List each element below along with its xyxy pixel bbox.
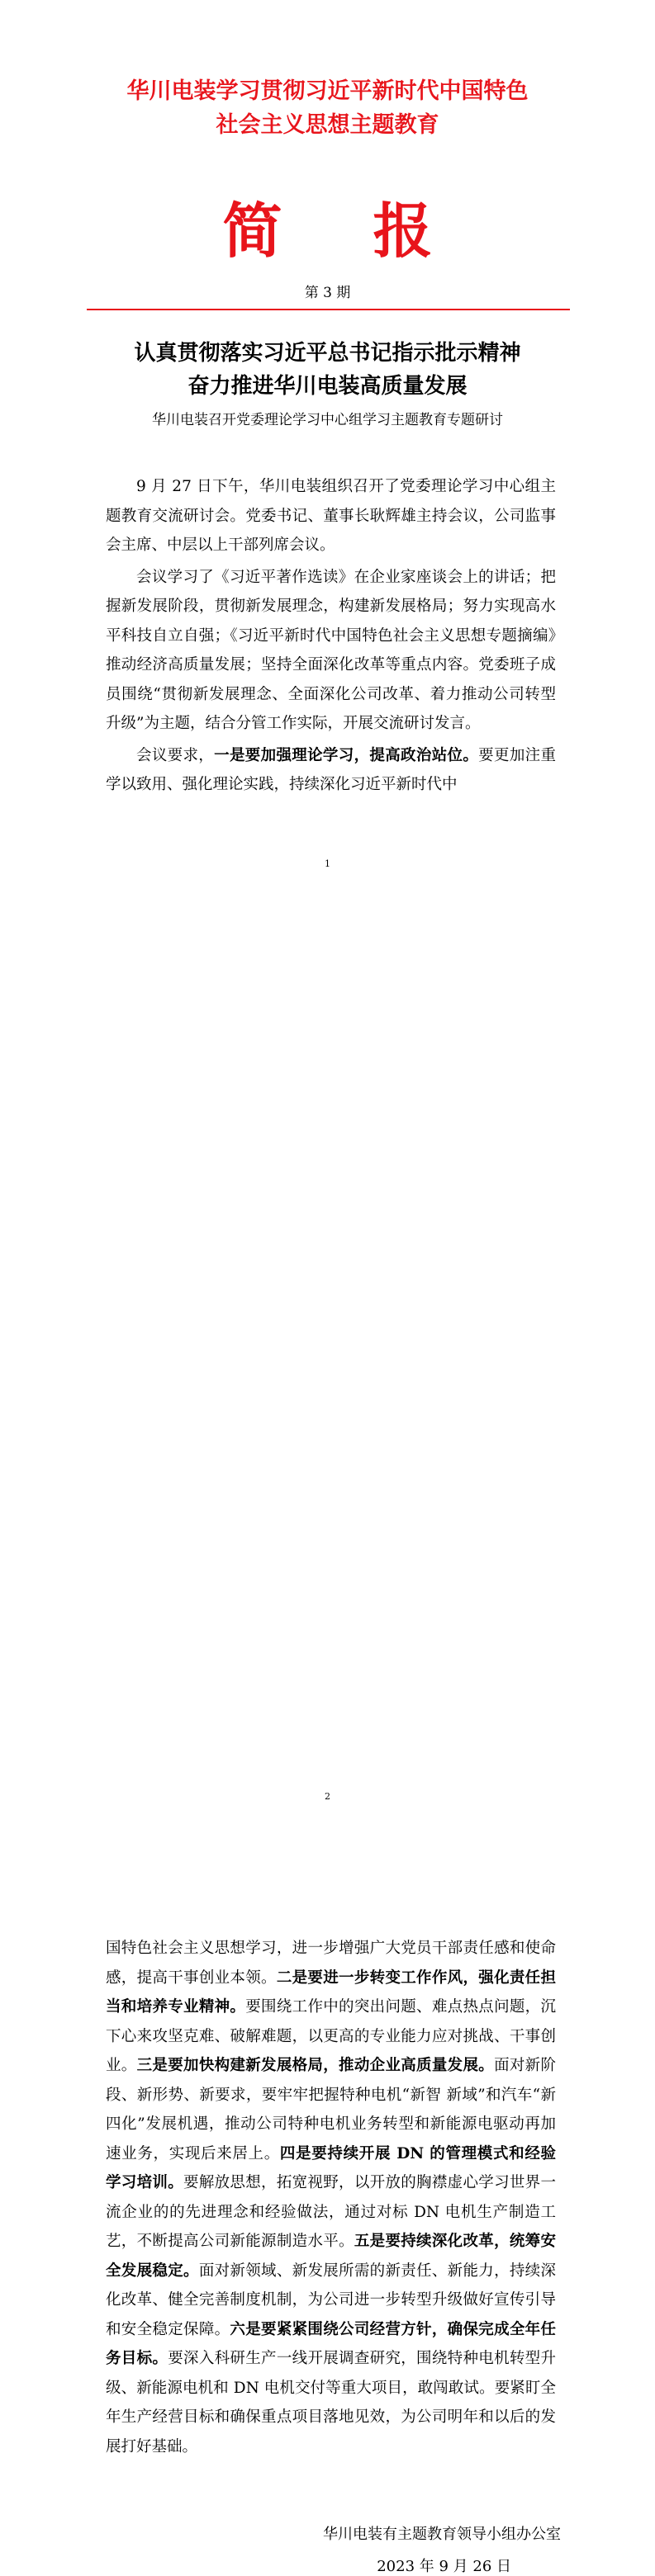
- text: 面对新阶段、新形势、新要求，要牢牢把握特种电机“新智 新域”和汽车“新四化”发展机遇，推动公司特种电机业务转型和新能源电驱动再加速业务，实现后来居上。: [106, 2057, 556, 2162]
- issue-number: 第 3 期: [304, 285, 351, 301]
- signature-date: 2023 年 9 月 26 日: [377, 2558, 511, 2575]
- text: 面对新领域、新发展所需的新责任、新能力，持续深化改革、健全完善制度机制，为公司进一步转型升级做好宣传引导和安全稳定保障。: [106, 2262, 556, 2338]
- page-2: [0, 926, 655, 2575]
- header-title-line2: 社会主义思想主题教育: [216, 112, 439, 138]
- article-body-page2: [106, 1934, 556, 2464]
- text: 要更加注重学以致用、强化理论实践，持续深化习近平新时代中: [106, 746, 556, 793]
- header-title-line1: 华川电装学习贯彻习近平新时代中国特色: [126, 78, 529, 104]
- bold-point-2: 二是要进一步转变工作作风，强化责任担当和培养专业精神。: [106, 1969, 556, 2016]
- paragraph-continued: [106, 1934, 556, 2461]
- text: 要深入科研生产一线开展调查研究，围绕特种电机转型升级、新能源电机和 DN 电机交付等重大项目，敢闯敢试。要紧盯全年生产经营目标和确保重点项目落地见效，为公司明年和以后的发展打好基础。: [106, 2350, 556, 2455]
- page-number: 2: [325, 1791, 330, 1802]
- bold-point-4: 四是要持续开展 DN 的管理模式和经验学习培训。: [106, 2144, 556, 2191]
- article-title: [0, 337, 655, 403]
- page-number: 1: [325, 858, 330, 869]
- text: 要围绕工作中的突出问题、难点热点问题，沉下心来攻坚克难、破解难题，以更高的专业能力应对挑战、干事创业。: [106, 1998, 556, 2074]
- bulletin-header-title: [0, 74, 655, 142]
- bold-point-1: 一是要加强理论学习，提高政治站位。: [214, 746, 479, 764]
- article-subtitle: 华川电装召开党委理论学习中心组学习主题教育专题研讨: [152, 412, 503, 428]
- bold-point-3: 三是要加快构建新发展格局，推动企业高质量发展。: [136, 2057, 495, 2074]
- article-title-line1: 认真贯彻落实习近平总书记指示批示精神: [134, 341, 521, 366]
- text: 要解放思想，拓宽视野，以开放的胸襟虚心学习世界一流企业的的先进理念和经验做法，通过对标 DN 电机生产制造工艺，不断提高公司新能源制造水平。: [106, 2174, 556, 2250]
- bold-point-5: 五是要持续深化改革，统筹安全发展稳定。: [106, 2233, 556, 2280]
- signature-organization: 华川电装有主题教育领导小组办公室: [323, 2526, 561, 2543]
- article-title-line2: 奋力推进华川电装高质量发展: [187, 374, 468, 399]
- paragraph-1: 9 月 27 日下午，华川电装组织召开了党委理论学习中心组主题教育交流研讨会。党委书记、董事长耿辉雄主持会议，公司监事会主席、中层以上干部列席会议。: [106, 478, 556, 554]
- page-1: [0, 0, 655, 926]
- paragraph-2: 会议学习了《习近平著作选读》在企业家座谈会上的讲话；把握新发展阶段，贯彻新发展理念，构建新发展格局；努力实现高水平科技自立自强；《习近平新时代中国特色社会主义思想专题摘编》推动经济高质量发展；坚持全面深化改革等重点内容。党委班子成员围绕“贯彻新发展理念、全面深化公司改革、着力推动公司转型升级”为主题，结合分管工作实际，开展交流研讨发言。: [106, 568, 556, 732]
- red-divider: [87, 309, 570, 310]
- text: 国特色社会主义思想学习，进一步增强广大党员干部责任感和使命感，提高干事创业本领。: [106, 1940, 556, 1987]
- paragraph-3: [106, 741, 556, 800]
- article-body-page1: [106, 472, 556, 802]
- bold-point-6: 六是要紧紧围绕公司经营方针，确保完成全年任务目标。: [106, 2320, 556, 2367]
- bulletin-masthead: 简报: [222, 196, 524, 266]
- text: 会议要求，: [136, 746, 215, 764]
